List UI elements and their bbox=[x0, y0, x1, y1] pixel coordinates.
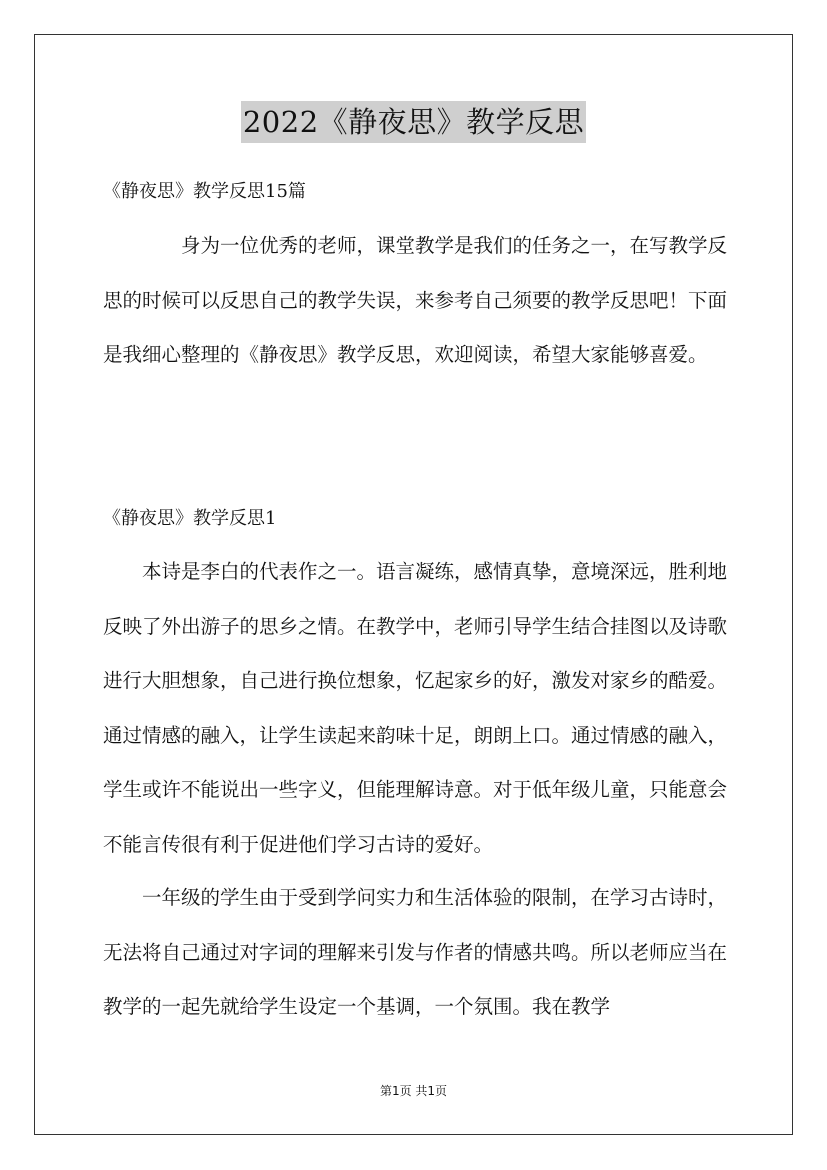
body-paragraph-1: 本诗是李白的代表作之一。语言凝练，感情真挚，意境深远，胜利地反映了外出游子的思乡之情。在教学中，老师引导学生结合挂图以及诗歌进行大胆想象，自己进行换位想象，忆起家乡的好，激发对家乡的酷爱。通过情感的融入，让学生读起来韵味十足，朗朗上口。通过情感的融入，学生或许不能说出一些字义，但能理解诗意。对于低年级儿童，只能意会不能言传很有利于促进他们学习古诗的爱好。 bbox=[103, 560, 728, 856]
body-paragraph-2: 一年级的学生由于受到学问实力和生活体验的限制，在学习古诗时，无法将自己通过对字词的理解来引发与作者的情感共鸣。所以老师应当在教学的一起先就给学生设定一个基调，一个氛围。我在教学 bbox=[103, 886, 728, 1018]
intro-paragraph: 身为一位优秀的老师，课堂教学是我们的任务之一，在写教学反思的时候可以反思自己的教学失误，来参考自己须要的教学反思吧！下面是我细心整理的《静夜思》教学反思，欢迎阅读，希望大家能够喜爱。 bbox=[103, 234, 728, 366]
document-title: 2022《静夜思》教学反思 bbox=[241, 101, 586, 143]
section-heading: 《静夜思》教学反思1 bbox=[103, 508, 277, 529]
page-footer: 第1页 共1页 bbox=[379, 1084, 448, 1098]
document-subtitle: 《静夜思》教学反思15篇 bbox=[103, 181, 306, 202]
title-wrapper bbox=[0, 101, 827, 143]
